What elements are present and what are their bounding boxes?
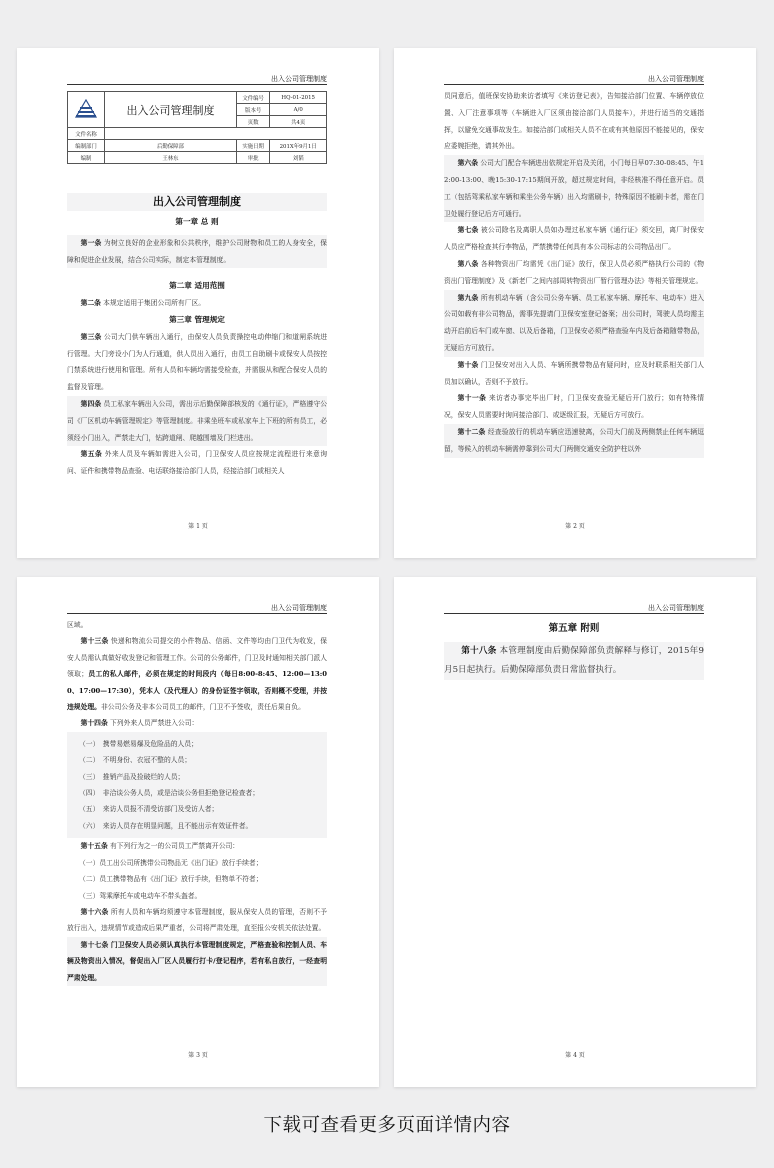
document-page-3 xyxy=(17,577,379,1087)
article-text: 非公司公务及非本公司员工的邮件，门卫不予签收，责任后果自负。 xyxy=(100,703,305,712)
article-text: 下列外来人员严禁进入公司： xyxy=(109,719,199,728)
article-label: 第十八条 xyxy=(461,646,497,656)
article-label: 第六条 xyxy=(457,159,479,168)
cell-author-value: 王林东 xyxy=(105,152,237,164)
article-label: 第一条 xyxy=(80,238,102,247)
article-paragraph xyxy=(444,222,704,256)
document-page-2 xyxy=(394,48,756,558)
article-paragraph xyxy=(444,424,704,458)
header-rule xyxy=(444,613,704,614)
cell-author-label: 编制 xyxy=(68,152,105,164)
header-rule xyxy=(444,84,704,85)
article-text: 门卫保安对出入人员、车辆所携带物品有疑问时，应及时联系相关部门人员加以确认，否则不予放行。 xyxy=(444,360,704,386)
cell-date-label: 实施日期 xyxy=(236,140,269,152)
page-number: 第 3 页 xyxy=(188,1052,208,1059)
cell-pages-label: 页数 xyxy=(236,116,269,128)
article-paragraph xyxy=(67,633,327,715)
article-label: 第十六条 xyxy=(80,907,109,916)
list-item: （一）员工出公司所携带公司物品无《出门证》放行手续者； xyxy=(79,858,263,867)
article-label: 第十三条 xyxy=(80,637,109,646)
chapter-heading: 第三章 管理规定 xyxy=(169,314,225,324)
page4-body xyxy=(444,619,704,680)
cell-approver-label: 审批 xyxy=(236,152,269,164)
article-text: 被公司除名及离职人员如办理过私家车辆《通行证》须交回，离厂时保安人员应严格检查其行李物品，严禁携带任何具有本公司标志的公司物品出厂。 xyxy=(444,226,704,252)
page2-body xyxy=(444,88,704,458)
page-number: 第 4 页 xyxy=(565,1052,585,1059)
article-paragraph xyxy=(67,235,327,269)
article-text: 公司大门供车辆出入通行，由保安人员负责操控电动伸缩门和道闸系统进行管理。大门旁设小门为人行通道，供人员出入通行，由员工自助刷卡或保安人员按控门禁系统进行使用和管理。所有人员和车辆均需接受检查，并需服从和配合保安人员的监督及管理。 xyxy=(67,332,327,392)
prohibited-list xyxy=(67,732,327,838)
article-paragraph xyxy=(444,155,704,222)
header-rule xyxy=(67,613,327,614)
article-text: 快递和物流公司提交的小件物品、信函、文件等均由门卫代为收发，保安人员需认真做好收发登记和管理工作。公司的公务邮件，门卫及时通知相关部门派人领取； xyxy=(67,637,327,679)
article-paragraph xyxy=(444,390,704,424)
header-rule xyxy=(67,84,327,85)
article-text: 来访者办事完毕出厂时，门卫保安查验无疑后开门放行；如有特殊情况，保安人员需要时询问接洽部门、或逐级汇报，无疑后方可放行。 xyxy=(444,394,705,420)
article-label: 第七条 xyxy=(457,226,479,235)
document-page-1 xyxy=(17,48,379,558)
article-label: 第四条 xyxy=(80,399,102,408)
article-paragraph xyxy=(444,290,704,357)
article-paragraph xyxy=(444,357,704,391)
article-paragraph xyxy=(67,396,327,446)
cell-approver-value: 刘韬 xyxy=(270,152,327,164)
list-item: （五） 来访人员报不清受访部门及受访人者； xyxy=(79,805,219,814)
list-item: （一） 携带易燃易爆及危险品的人员； xyxy=(79,739,198,748)
article-text: 所有人员和车辆均须遵守本管理制度，服从保安人员的管理，否则不予放行出入，违规情节或造成后果严重者，公司将严肃处理，直至报公安机关依法处置。 xyxy=(67,907,327,933)
article-label: 第十条 xyxy=(457,360,479,369)
cell-filename-label: 文件名称 xyxy=(68,128,105,140)
running-header: 出入公司管理制度 xyxy=(648,75,704,83)
article-text: 有下列行为之一的公司员工严禁离开公司： xyxy=(109,842,240,851)
article-label: 第二条 xyxy=(80,299,101,308)
running-header: 出入公司管理制度 xyxy=(648,604,704,612)
article-text: 外来人员及车辆如需进入公司，门卫保安人员应按规定流程进行来意询问、证件和携带物品查验、电话联络接洽部门人员，经接洽部门或相关人 xyxy=(67,450,328,476)
list-item: （二）员工携带物品有《出门证》放行手续，但物单不符者； xyxy=(79,875,263,884)
list-item: （四） 非洽谈公务人员，或是洽谈公务但拒绝登记检查者； xyxy=(79,789,260,798)
document-page-4 xyxy=(394,577,756,1087)
page3-body xyxy=(67,617,327,986)
document-info-table xyxy=(67,91,327,164)
article-paragraph xyxy=(67,904,327,937)
list-item: （三）驾乘摩托车或电动车不带头盔者。 xyxy=(79,891,202,900)
list-item: （六） 来访人员存在明显问题，且不能出示有效证件者。 xyxy=(79,821,253,830)
article-label: 第十七条 xyxy=(80,940,109,949)
article-paragraph xyxy=(67,446,327,480)
page-number: 第 2 页 xyxy=(565,523,585,530)
article-text: 各种物资出厂均需凭《出门证》放行，保卫人员必须严格执行公司的《物资出门管理制度》及《新老厂之间内部周转物资出厂暂行管理办法》等相关管理规定。 xyxy=(444,259,704,285)
cell-doc-no-label: 文件编号 xyxy=(236,92,269,104)
cell-pages-value: 共4页 xyxy=(270,116,327,128)
cell-date-value: 201X年9月1日 xyxy=(270,140,327,152)
page1-body xyxy=(67,214,327,480)
cell-dept-value: 后勤保障部 xyxy=(105,140,237,152)
article-label: 第十二条 xyxy=(457,427,486,436)
article-paragraph xyxy=(67,329,327,396)
article-text: 员工私家车辆出入公司，需出示后勤保障部核发的《通行证》，严格遵守公司《厂区机动车辆管理规定》等管理制度。非乘坐班车或私家车上下班的所有员工，必须经小门出入，严禁走大门，钻跨道闸、爬越围墙及门栏进出。 xyxy=(67,399,327,442)
article-paragraph xyxy=(444,256,704,290)
article-text: 公司大门配合车辆进出依规定开启及关闭，小门每日早07:30-08:45、午12:00-13:00、晚15:30-17:15期间开放，超过规定时间，非经核准不得任意开启。员工（包括驾乘私家车辆和乘坐公务车辆）出入均需刷卡，特殊原因不能刷卡者，需在门卫处履行登记后方可通行。 xyxy=(444,159,705,218)
running-header: 出入公司管理制度 xyxy=(271,75,327,83)
document-title: 出入公司管理制度 xyxy=(67,193,327,211)
article-text: 本规定适用于集团公司所有厂区。 xyxy=(103,299,206,308)
article-paragraph xyxy=(67,715,327,731)
cell-dept-label: 编制部门 xyxy=(68,140,105,152)
article-text: 为树立良好的企业形象和公共秩序，维护公司财物和员工的人身安全，保障和促进企业发展，结合公司实际，制定本管理制度。 xyxy=(67,238,327,264)
chapter-heading: 第二章 适用范围 xyxy=(169,281,225,291)
continued-paragraph: 区域。 xyxy=(67,621,88,629)
list-item: （二） 不明身份、衣冠不整的人员； xyxy=(79,756,192,765)
article-text-bold: 门卫保安人员必须认真执行本管理制度规定，严格查验和控制人员、车辆及物资出入情况，督促出入厂区人员履行打卡/登记程序，若有私自放行，一经查明严肃处理。 xyxy=(67,940,327,982)
article-paragraph xyxy=(67,838,327,854)
employee-list xyxy=(67,855,327,904)
article-paragraph xyxy=(67,937,327,986)
cell-doc-no-value: HQ-01-2015 xyxy=(270,92,327,104)
article-label: 第八条 xyxy=(457,259,479,268)
download-more-caption: 下载可查看更多页面详情内容 xyxy=(263,1115,511,1136)
company-logo-icon xyxy=(74,99,98,119)
chapter-heading: 第五章 附则 xyxy=(548,623,600,634)
article-label: 第十一条 xyxy=(457,394,487,403)
article-label: 第九条 xyxy=(457,293,479,302)
table-title: 出入公司管理制度 xyxy=(105,92,237,128)
article-label: 第十五条 xyxy=(80,842,108,851)
article-text-bold: 员工的私人邮件，必须在规定的时间段内（每日8:00-8:45、12:00—13:00、17:00—17:30），凭本人（及代理人）的身份证签字领取，否则概不受理，并按违规处理。 xyxy=(67,670,327,712)
article-text: 本管理制度由后勤保障部负责解释与修订，2015年9月5日起执行。后勤保障部负责日常监督执行。 xyxy=(444,646,704,675)
running-header: 出入公司管理制度 xyxy=(271,604,327,612)
company-logo-cell xyxy=(68,92,105,128)
article-text: 经查验放行的机动车辆应迅速驶离，公司大门前及两侧禁止任何车辆逗留，等候入的机动车辆需停靠到公司大门两侧交通安全防护柱以外 xyxy=(444,427,704,453)
page-number: 第 1 页 xyxy=(188,523,208,530)
continued-paragraph: 员同意后，值班保安协助来访者填写《来访登记表》，告知接洽部门位置、车辆停放位置、入厂注意事项等（车辆进入厂区须由接洽部门人员接车），并进行适当的交通指挥，以避免交通事故发生。如接洽部门或相关人员不在或有其他原因不能接见的，保安应委婉拒绝，请其外出。 xyxy=(444,92,704,151)
article-text: 所有机动车辆（含公司公务车辆、员工私家车辆、摩托车、电动车）进入公司如载有非公司物品，需事先提请门卫保安室登记备案；出公司时，驾驶人员均需主动开启前后车门或车窗、以及后备箱，门卫保安必须严格查验车内及后备箱随带物品，无疑后方可放行。 xyxy=(444,293,704,352)
cell-version-label: 版本号 xyxy=(236,104,269,116)
list-item: （三） 推销产品及捡破烂的人员； xyxy=(79,772,185,781)
article-label: 第五条 xyxy=(80,450,103,459)
article-paragraph xyxy=(67,295,327,312)
article-label: 第三条 xyxy=(80,332,102,341)
article-label: 第十四条 xyxy=(80,719,108,728)
cell-filename-value xyxy=(105,128,327,140)
cell-version-value: A/0 xyxy=(270,104,327,116)
chapter-heading: 第一章 总 则 xyxy=(175,217,219,226)
article-paragraph xyxy=(444,642,704,680)
